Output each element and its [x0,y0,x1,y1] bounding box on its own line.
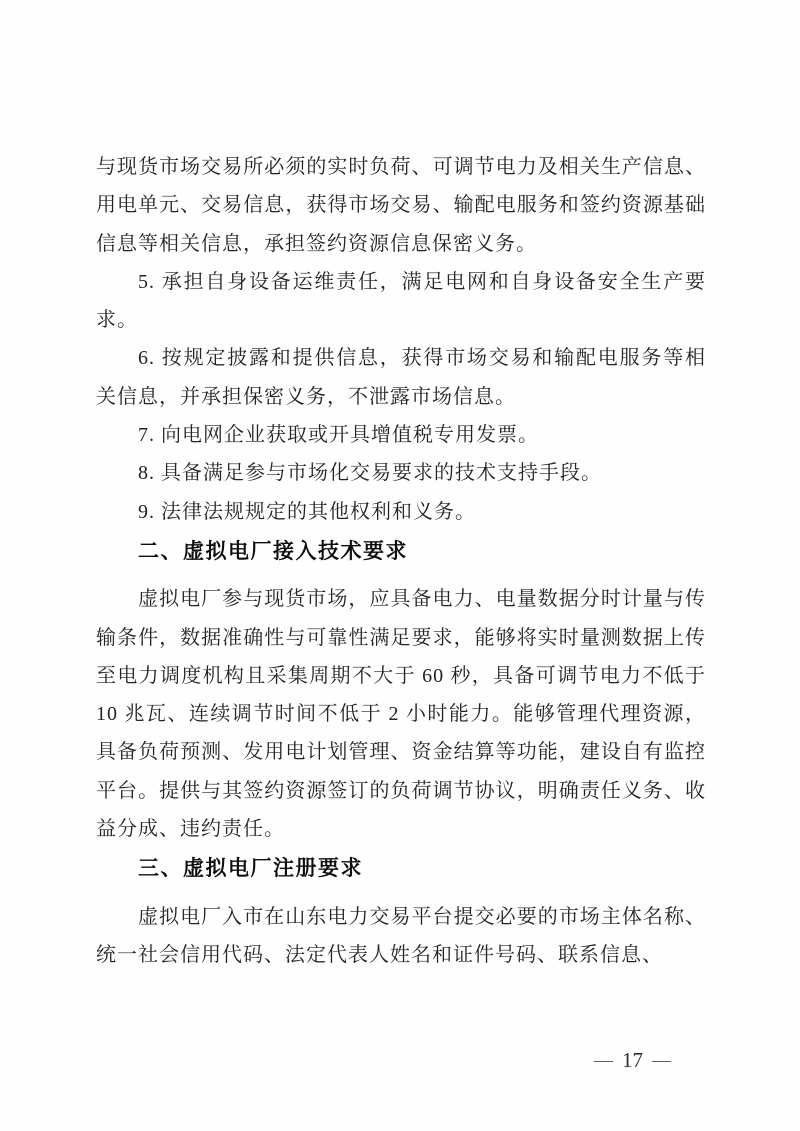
numbered-item-8: 8. 具备满足参与市场化交易要求的技术支持手段。 [138,462,602,485]
paragraph-technical-requirements: 虚拟电厂参与现货市场，应具备电力、电量数据分时计量与传输条件，数据准确性与可靠性满足要求，能够将实时量测数据上传至电力调度机构且采集周期不大于 60 秒，具备可调节电力不低于 10 兆瓦、连续调节时间不低于 2 小时能力。能够管理代理资源，具备负荷预测、发用电计划管理、资金结算等功能，建设自有监控平台。提供与其签约资源签订的负荷调节协议，明确责任义务、收益分成、违约责任。 [96,588,706,841]
page-footer [594,1048,671,1073]
paragraph-registration: 虚拟电厂入市在山东电力交易平台提交必要的市场主体名称、统一社会信用代码、法定代表人姓名和证件号码、联系信息、 [96,905,706,966]
footer-left-dash: — [594,1049,613,1071]
page-number: 17 [622,1048,643,1072]
numbered-item-9: 9. 法律法规规定的其他权利和义务。 [138,500,476,523]
footer-right-dash: — [652,1049,671,1071]
numbered-item-5: 5. 承担自身设备运维责任，满足电网和自身设备安全生产要求。 [96,270,706,332]
numbered-item-7: 7. 向电网企业获取或开具增值税专用发票。 [138,424,539,447]
paragraph-continuation: 与现货市场交易所必须的实时负荷、可调节电力及相关生产信息、用电单元、交易信息，获得市场交易、输配电服务和签约资源基础信息等相关信息，承担签约资源信息保密义务。 [96,156,706,255]
page-content [96,148,706,974]
numbered-item-6: 6. 按规定披露和提供信息，获得市场交易和输配电服务等相关信息，并承担保密义务，不泄露市场信息。 [96,347,706,408]
section-heading-registration-requirements: 三、虚拟电厂注册要求 [138,857,363,881]
section-heading-access-technical-requirements: 二、虚拟电厂接入技术要求 [138,539,408,563]
